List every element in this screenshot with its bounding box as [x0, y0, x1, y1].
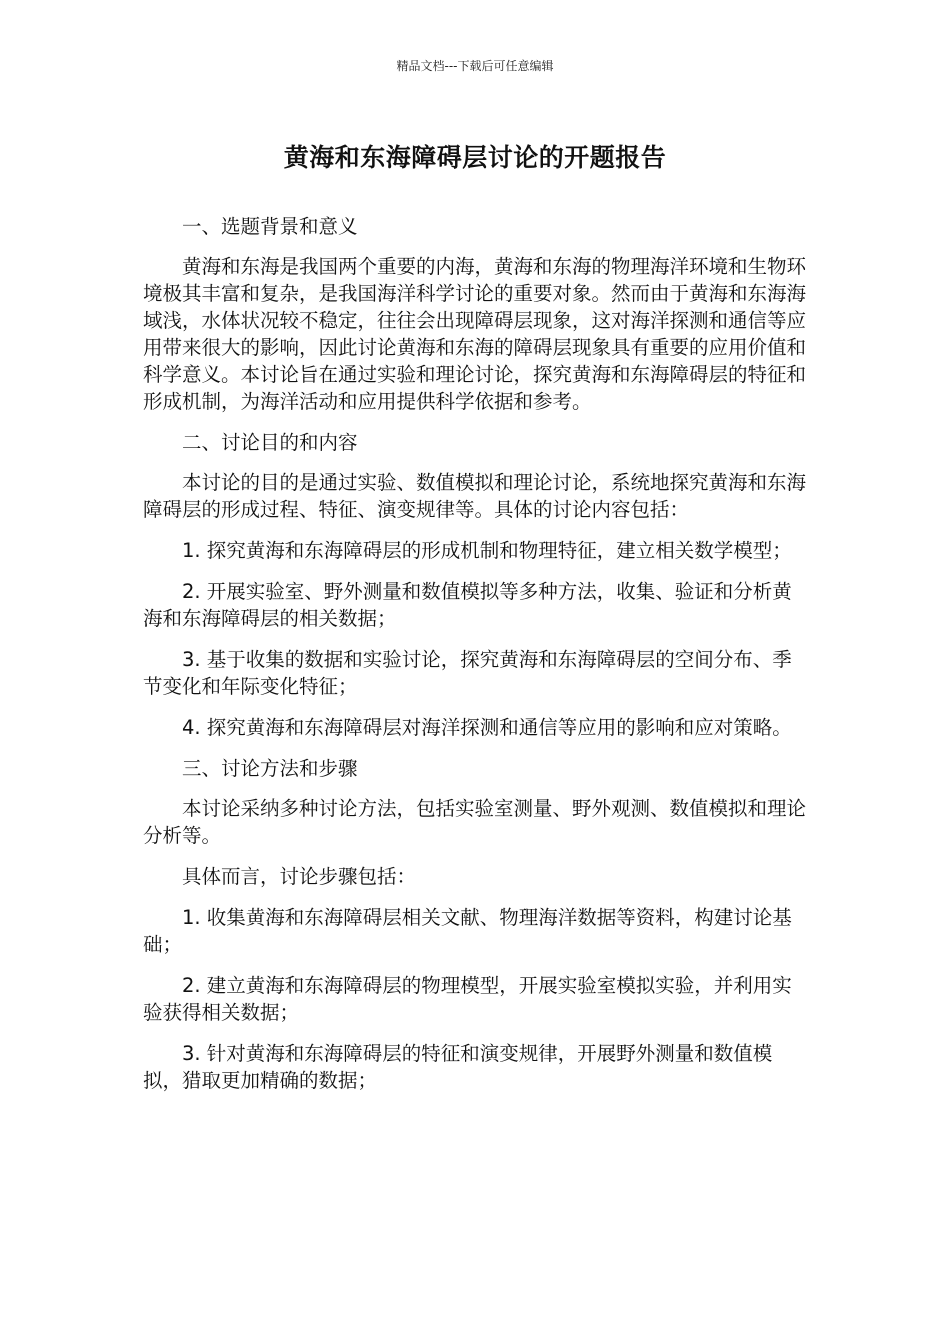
document-title: 黄海和东海障碍层讨论的开题报告: [283, 143, 667, 172]
paragraph-methods-intro: 本讨论采纳多种讨论方法，包括实验室测量、野外观测、数值模拟和理论分析等。: [143, 797, 807, 847]
section-heading-methods: 三、讨论方法和步骤: [182, 757, 358, 780]
section-heading-objectives: 二、讨论目的和内容: [182, 431, 358, 454]
header-note: 精品文档---下载后可任意编辑: [396, 59, 554, 73]
paragraph-objectives-intro: 本讨论的目的是通过实验、数值模拟和理论讨论，系统地探究黄海和东海障碍层的形成过程、特征、演变规律等。具体的讨论内容包括：: [143, 471, 807, 521]
paragraph-background: 黄海和东海是我国两个重要的内海，黄海和东海的物理海洋环境和生物环境极其丰富和复杂，是我国海洋科学讨论的重要对象。然而由于黄海和东海海域浅，水体状况较不稳定，往往会出现障碍层现象，这对海洋探测和通信等应用带来很大的影响，因此讨论黄海和东海的障碍层现象具有重要的应用价值和科学意义。本讨论旨在通过实验和理论讨论，探究黄海和东海障碍层的特征和形成机制，为海洋活动和应用提供科学依据和参考。: [143, 255, 807, 413]
list-item-objective-3: 3. 基于收集的数据和实验讨论，探究黄海和东海障碍层的空间分布、季节变化和年际变化特征；: [143, 648, 792, 698]
list-item-objective-2: 2. 开展实验室、野外测量和数值模拟等多种方法，收集、验证和分析黄海和东海障碍层的相关数据；: [143, 580, 792, 630]
list-item-step-2: 2. 建立黄海和东海障碍层的物理模型，开展实验室模拟实验，并利用实验获得相关数据；: [143, 974, 792, 1024]
list-item-objective-4: 4. 探究黄海和东海障碍层对海洋探测和通信等应用的影响和应对策略。: [182, 716, 792, 739]
section-heading-background: 一、选题背景和意义: [182, 215, 358, 238]
document-body: [143, 213, 808, 1108]
list-item-step-1: 1. 收集黄海和东海障碍层相关文献、物理海洋数据等资料，构建讨论基础；: [143, 906, 792, 956]
paragraph-steps-intro: 具体而言，讨论步骤包括：: [182, 865, 417, 888]
list-item-objective-1: 1. 探究黄海和东海障碍层的形成机制和物理特征，建立相关数学模型；: [182, 539, 792, 562]
list-item-step-3: 3. 针对黄海和东海障碍层的特征和演变规律，开展野外测量和数值模拟，猎取更加精确的数据；: [143, 1042, 773, 1092]
